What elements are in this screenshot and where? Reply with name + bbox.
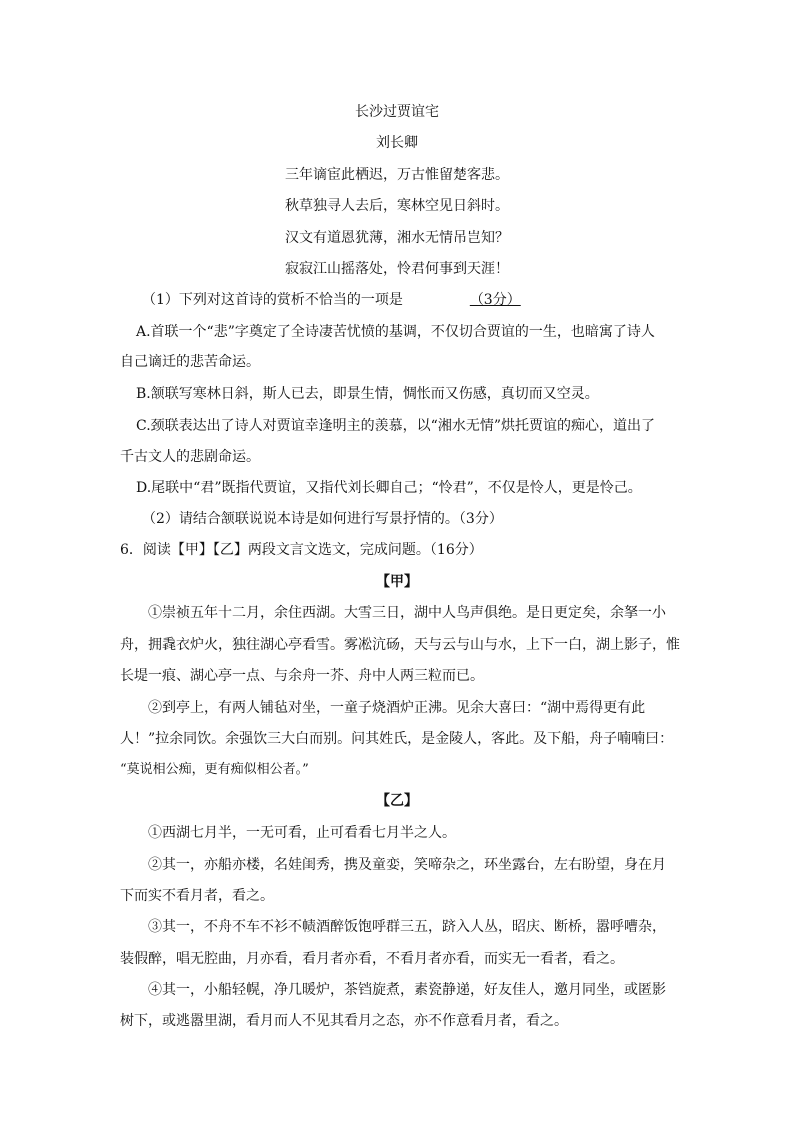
poem-line-3: 汉文有道恩犹薄，湘水无情吊岂知？: [285, 230, 509, 246]
yi-paragraph-3-line-2: 装假醉，唱无腔曲，月亦看，看月者亦看，不看月者亦看，而实无一看者，看之。: [120, 951, 624, 967]
yi-paragraph-2-line-1: ②其一，亦船亦楼，名娃闺秀，携及童娈，笑啼杂之，环坐露台，左右盼望，身在月: [148, 857, 666, 873]
question-2: （2）请结合颔联说说本诗是如何进行写景抒情的。（3分）: [142, 511, 503, 527]
question-1-score: （3分）: [469, 292, 521, 308]
question-1-stem-text: （1）下列对这首诗的赏析不恰当的一项是: [142, 292, 403, 308]
section-jia-heading: 【甲】: [376, 574, 418, 590]
yi-paragraph-4-line-2: 树下，或逃嚣里湖，看月而人不见其看月之态，亦不作意看月者，看之。: [120, 1013, 568, 1029]
question-1-answer-blank[interactable]: [418, 292, 521, 308]
option-d: D.尾联中“君”既指代贾谊，又指代刘长卿自己；“怜君”，不仅是怜人，更是怜己。: [136, 480, 642, 496]
poem-line-4: 寂寂江山摇落处，怜君何事到天涯！: [285, 261, 509, 277]
option-a-line-1: A.首联一个“悲”字奠定了全诗凄苦忧愤的基调，不仅切合贾谊的一生，也暗寓了诗人: [136, 324, 655, 340]
option-a-line-2: 自己谪迁的悲苦命运。: [120, 354, 260, 370]
yi-paragraph-3-line-1: ③其一，不舟不车不衫不帻酒醉饭饱呼群三五，跻入人丛，昭庆、断桥，嚣呼嘈杂，: [148, 919, 666, 935]
yi-paragraph-4-line-1: ④其一，小船轻幌，净几暖炉，茶铛旋煮，素瓷静递，好友佳人，邀月同坐，或匿影: [148, 982, 666, 998]
question-6: 6．阅读【甲】【乙】两段文言文选文，完成问题。（16分）: [120, 542, 483, 558]
question-1-stem: [142, 290, 521, 310]
yi-paragraph-1: ①西湖七月半，一无可看，止可看看七月半之人。: [148, 825, 456, 841]
option-b: B.颔联写寒林日斜，斯人已去，即景生情，惆怅而又伤感，真切而又空灵。: [136, 386, 599, 402]
poem-author: 刘长卿: [376, 135, 418, 151]
section-yi-heading: 【乙】: [376, 793, 418, 809]
jia-paragraph-1-line-2: 舟，拥毳衣炉火，独往湖心亭看雪。雾凇沆砀，天与云与山与水，上下一白，湖上影子，惟: [120, 637, 680, 653]
option-c-line-1: C.颈联表达出了诗人对贾谊幸逢明主的羡慕，以“湘水无情”烘托贾谊的痴心，道出了: [136, 418, 655, 434]
poem-title: 长沙过贾谊宅: [355, 104, 439, 120]
poem-line-1: 三年谪宦此栖迟，万古惟留楚客悲。: [285, 167, 509, 183]
jia-paragraph-2-line-2: 人！”拉余同饮。余强饮三大白而别。问其姓氏，是金陵人，客此。及下船，舟子喃喃曰：: [120, 731, 674, 747]
jia-paragraph-1-line-1: ①崇祯五年十二月，余住西湖。大雪三日，湖中人鸟声俱绝。是日更定矣，余拏一小: [148, 605, 666, 621]
jia-paragraph-1-line-3: 长堤一痕、湖心亭一点、与余舟一芥、舟中人两三粒而已。: [120, 668, 484, 684]
option-c-line-2: 千古文人的悲剧命运。: [120, 449, 260, 465]
jia-paragraph-2-line-3: “莫说相公痴，更有痴似相公者。”: [120, 762, 309, 777]
poem-line-2: 秋草独寻人去后，寒林空见日斜时。: [285, 198, 509, 214]
jia-paragraph-2-line-1: ②到亭上，有两人铺毡对坐，一童子烧酒炉正沸。见余大喜曰：“湖中焉得更有此: [148, 700, 646, 716]
yi-paragraph-2-line-2: 下而实不看月者，看之。: [120, 888, 274, 904]
